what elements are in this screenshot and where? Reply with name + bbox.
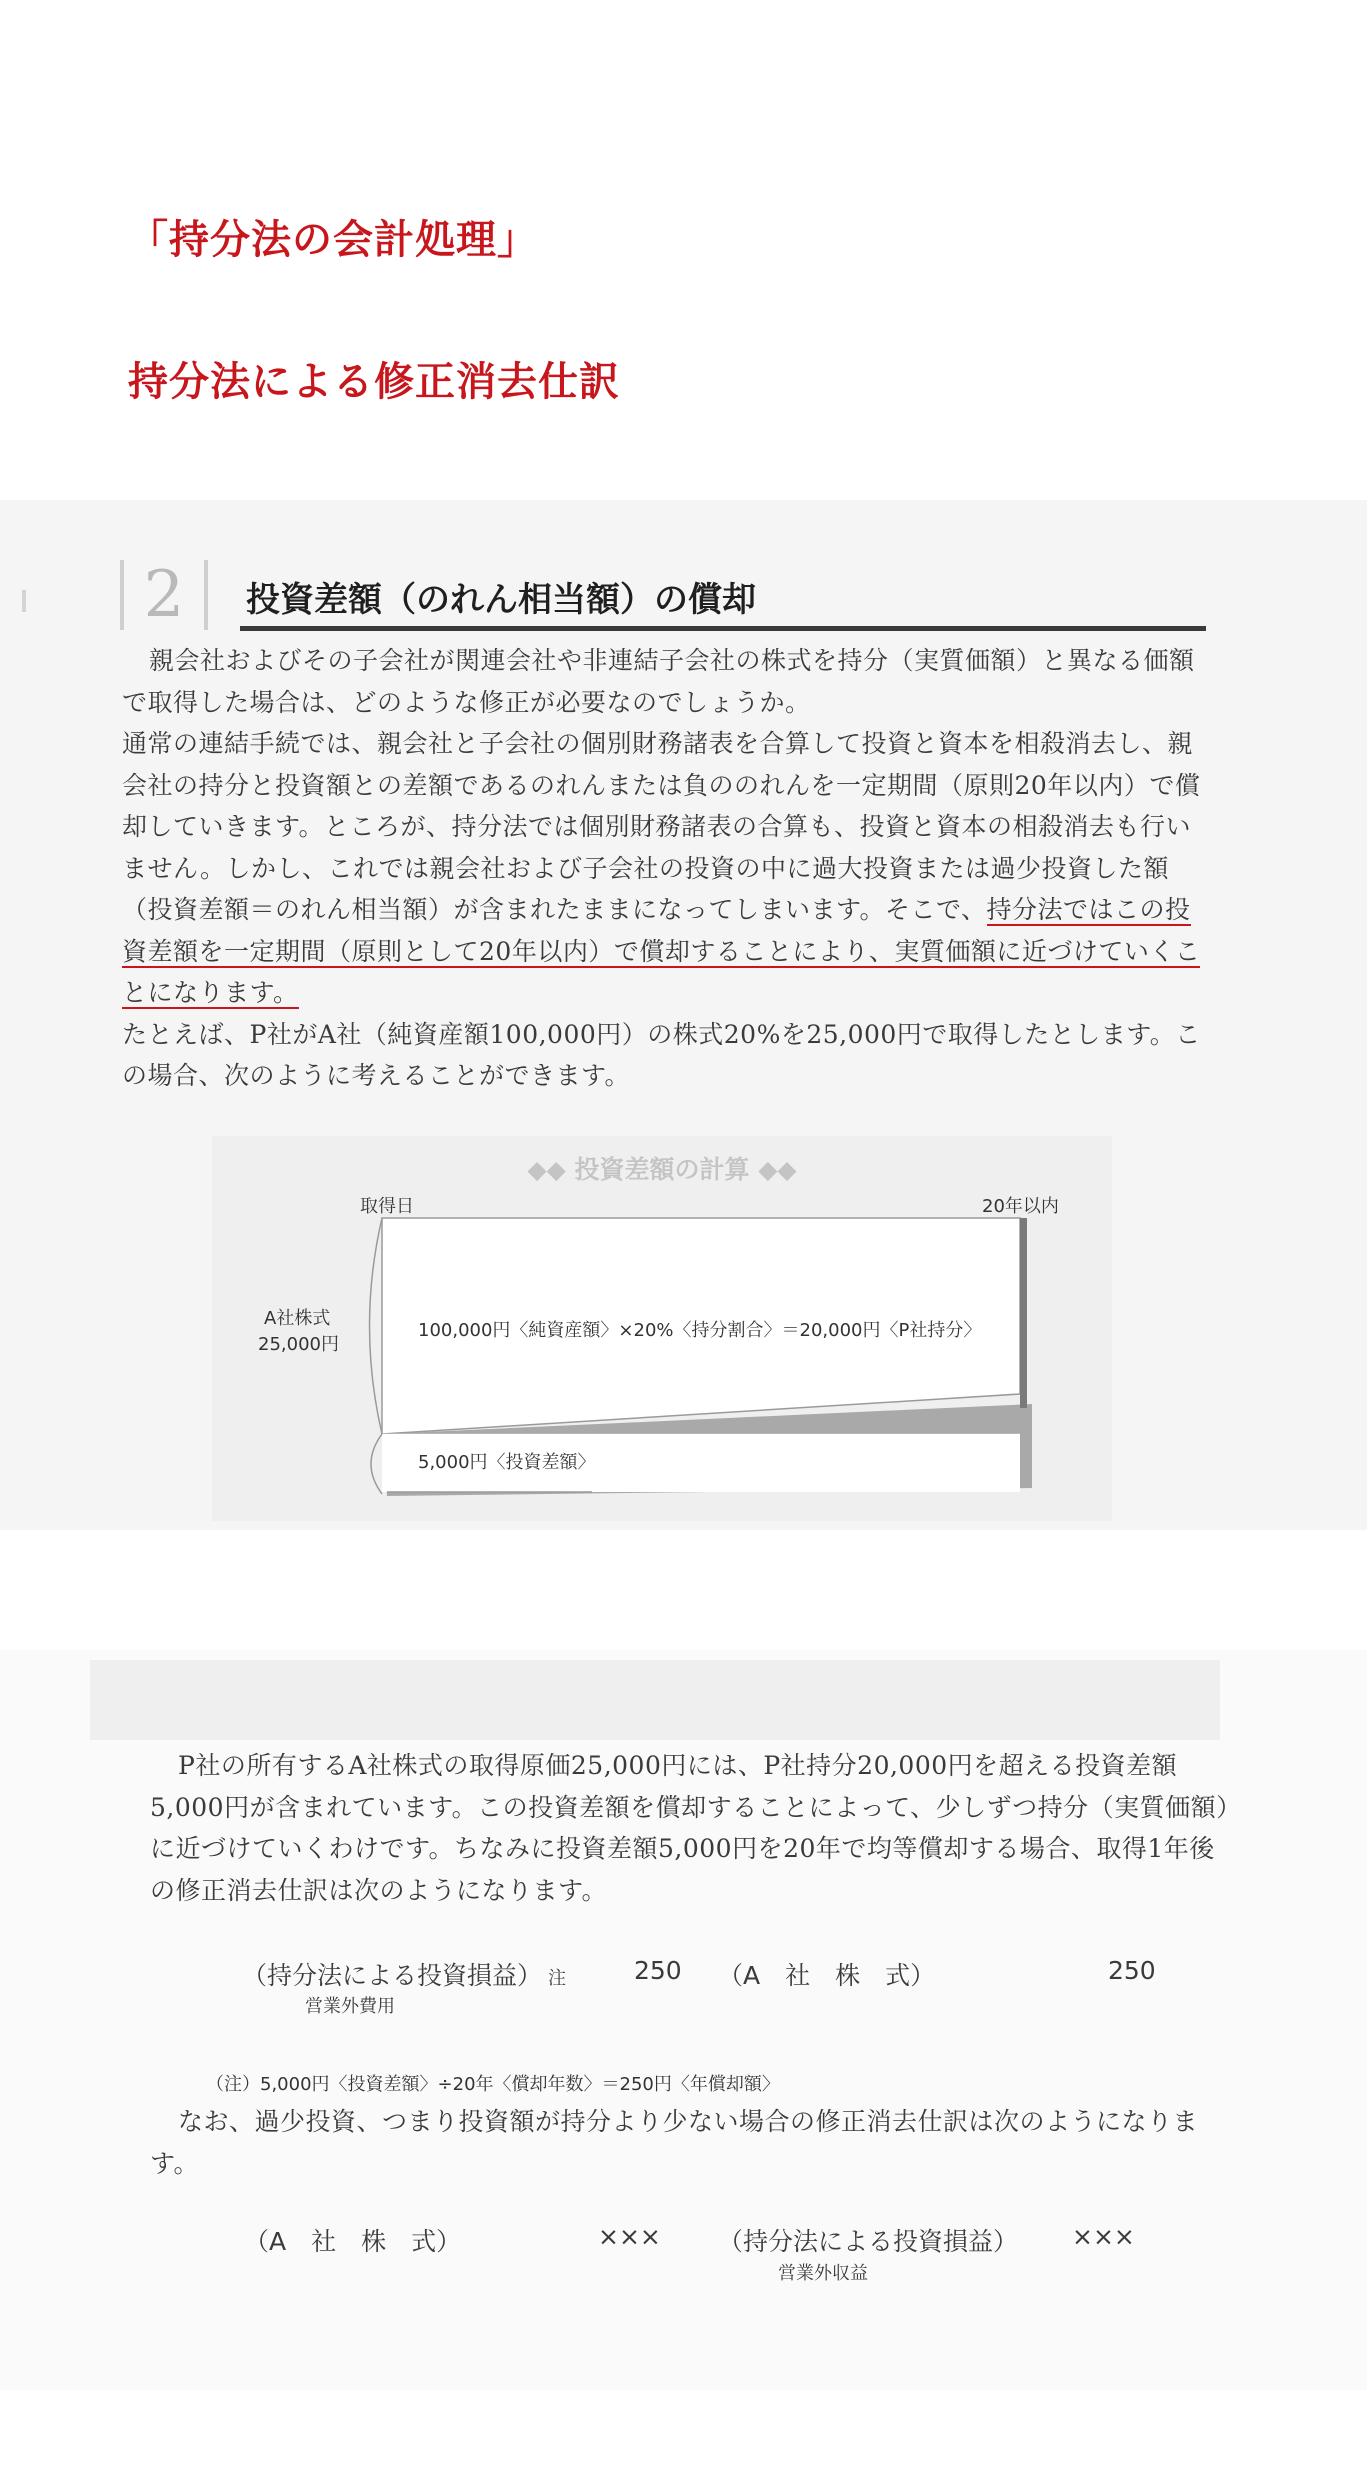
journal-2-credit-sub: 営業外収益	[778, 2263, 868, 2284]
paragraph-1-sentence-1: 親会社およびその子会社が関連会社や非連結子会社の株式を持分（実質価額）と異なる価額で取得した場合は、どのような修正が必要なのでしょうか。	[122, 646, 1195, 717]
journal-1-debit-sub: 営業外費用	[305, 1996, 395, 2017]
section-title: 投資差額（のれん相当額）の償却	[246, 580, 756, 620]
journal-2-debit-amount: ×××	[598, 2222, 661, 2251]
figure-right-edge	[1020, 1218, 1027, 1408]
upper-text: 100,000円〈純資産額〉×20%〈持分割合〉＝20,000円〈P社持分〉	[418, 1320, 982, 1341]
stock-label: A社株式	[264, 1308, 331, 1329]
journal-1-credit-account: （A 社 株 式）	[718, 1961, 936, 1990]
faded-band	[90, 1660, 1220, 1740]
journal-2-credit-amount: ×××	[1072, 2222, 1135, 2251]
journal-1-debit-account: （持分法による投資損益）	[242, 1961, 543, 1990]
footnote: （注）5,000円〈投資差額〉÷20年〈償却年数〉＝250円〈年償却額〉	[206, 2074, 780, 2095]
margin-mark	[22, 590, 26, 612]
paragraph-3: なお、過少投資、つまり投資額が持分より少ない場合の修正消去仕訳は次のようになります。	[150, 2107, 1199, 2178]
stock-amount: 25,000円	[258, 1334, 339, 1355]
figure-title: ◆◆ 投資差額の計算 ◆◆	[527, 1155, 797, 1184]
paragraph-1-sentence-2: 通常の連結手続では、親会社と子会社の個別財務諸表を合算して投資と資本を相殺消去し、親会社の持分と投資額との差額であるのれんまたは負ののれんを一定期間（原則20年以内）で償却していきます。ところが、持分法では個別財務諸表の合算も、投資と資本の相殺消去も行いません。しかし、これでは親会社および子会社の投資の中に過大投資または過少投資した額（投資差額＝のれん相当額）が含まれたままになってしまいます。そこで、	[122, 729, 1201, 924]
paragraph-2: P社の所有するA社株式の取得原価25,000円には、P社持分20,000円を超える投資差額5,000円が含まれています。この投資差額を償却することによって、少しずつ持分（実質価額）に近づけていくわけです。ちなみに投資差額5,000円を20年で均等償却する場合、取得1年後の修正消去仕訳は次のようになります。	[150, 1751, 1230, 1905]
sub-heading: 持分法による修正消去仕訳	[128, 359, 620, 405]
lower-text: 5,000円〈投資差額〉	[418, 1452, 596, 1473]
main-heading: 「持分法の会計処理」	[128, 217, 538, 263]
paragraph-1-sentence-3: たとえば、P社がA社（純資産額100,000円）の株式20%を25,000円で取得したとします。この場合、次のように考えることができます。	[122, 1019, 1201, 1090]
section-rule	[240, 626, 1206, 631]
journal-1-debit-amount: 250	[634, 1956, 682, 1985]
paragraph-1	[122, 640, 1212, 1097]
section-number: 2	[120, 560, 208, 630]
journal-2-credit-account: （持分法による投資損益）	[718, 2227, 1019, 2256]
journal-1-note-mark: 注	[548, 1968, 567, 1989]
figure-bracket-upper	[370, 1218, 383, 1434]
journal-2-debit-account: （A 社 株 式）	[244, 2227, 462, 2256]
investment-difference-figure	[212, 1136, 1112, 1521]
end-label: 20年以内	[982, 1196, 1059, 1217]
start-label: 取得日	[360, 1196, 414, 1217]
journal-1-debit	[242, 1956, 566, 1992]
underlined-sentence: 持分法ではこの投資差額を一定期間（原則として20年以内）で償却することにより、実質価額に近づけていくことになります。	[122, 895, 1201, 1007]
journal-1-credit-amount: 250	[1108, 1956, 1156, 1985]
figure-bracket-lower	[371, 1434, 382, 1494]
